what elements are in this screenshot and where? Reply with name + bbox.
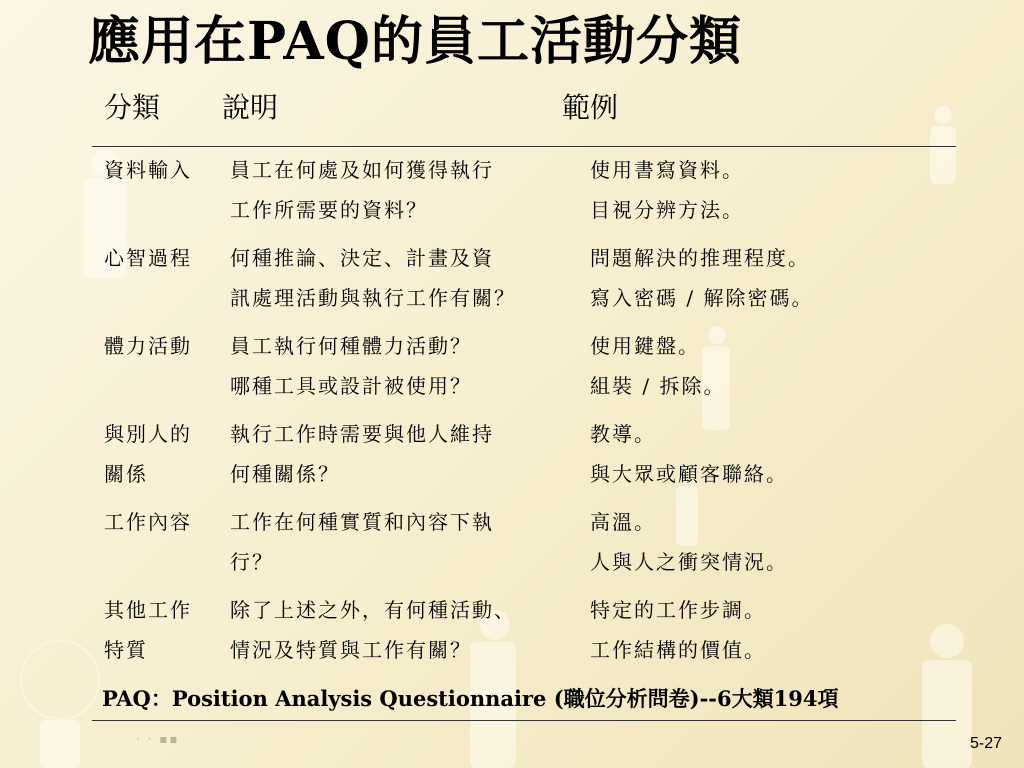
table-row [0,414,1024,494]
page-number: 5-27 [969,735,1002,752]
header-example: 範例 [562,91,619,124]
description-line: 哪種工具或設計被使用？ [230,374,472,398]
description-line: 工作在何種實質和內容下執 [230,510,494,534]
description-line: 何種推論、決定、計畫及資 [230,246,494,270]
example-line: 問題解決的推理程度。 [590,246,810,270]
example-line: 組裝 / 拆除。 [590,374,726,398]
description-line: 何種關係？ [230,462,340,486]
category-line: 與別人的 [104,422,192,446]
example-line: 使用書寫資料。 [590,158,744,182]
example-line: 寫入密碼 / 解除密碼。 [590,286,814,310]
example-line: 高溫。 [590,510,656,534]
example-line: 使用鍵盤。 [590,334,700,358]
category-line: 資料輸入 [104,158,192,182]
description-line: 訊處理活動與執行工作有關？ [230,286,516,310]
description-line: 員工執行何種體力活動？ [230,334,472,358]
table-row [0,238,1024,318]
example-line: 教導。 [590,422,656,446]
header-category: 分類 [104,91,161,124]
description-line: 員工在何處及如何獲得執行 [230,158,494,182]
example-line: 特定的工作步調。 [590,598,766,622]
description-line: 執行工作時需要與他人維持 [230,422,494,446]
category-line: 關係 [104,462,148,486]
table-row [0,150,1024,230]
example-line: 目視分辨方法。 [590,198,744,222]
header-description: 說明 [222,91,279,124]
example-line: 人與人之衝突情況。 [590,550,788,574]
description-line: 行？ [230,550,274,574]
example-line: 工作結構的價值。 [590,638,766,662]
table-row [0,502,1024,582]
description-line: 除了上述之外，有何種活動、 [230,598,516,622]
table-row [0,326,1024,406]
footer-divider [92,720,956,721]
description-line: 工作所需要的資料？ [230,198,428,222]
category-line: 心智過程 [104,246,192,270]
category-line: 其他工作 [104,598,192,622]
header-divider [92,146,956,147]
description-line: 情況及特質與工作有關？ [230,638,472,662]
footnote: PAQ：Position Analysis Questionnaire (職位分析問卷)--6大類194項 [102,686,839,711]
table-row [0,590,1024,670]
decorative-dots: · · ▪▪ [136,732,180,746]
category-line: 工作內容 [104,510,192,534]
category-line: 特質 [104,638,148,662]
example-line: 與大眾或顧客聯絡。 [590,462,788,486]
category-line: 體力活動 [104,334,192,358]
slide-title: 應用在PAQ的員工活動分類 [88,11,742,72]
